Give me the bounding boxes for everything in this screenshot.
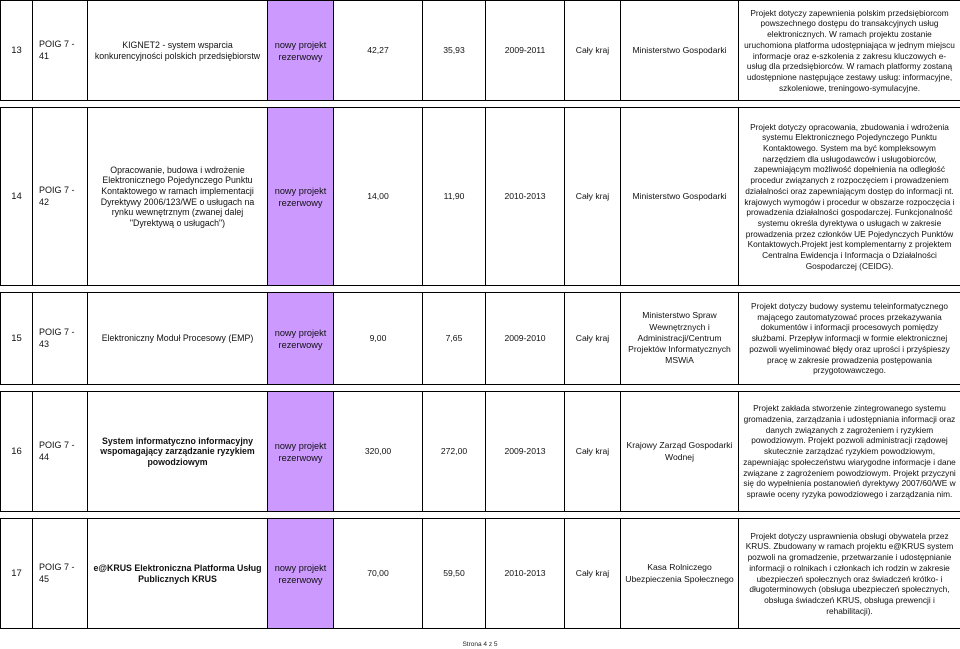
project-status: nowy projekt rezerwowy [268,293,334,385]
total-value: 70,00 [334,519,423,629]
project-scope: Cały kraj [565,1,621,101]
project-code: POIG 7 - 43 [33,293,88,385]
table-row [1,519,960,629]
eu-value: 11,90 [423,108,486,286]
beneficiary-institution: Kasa Rolniczego Ubezpieczenia Społecznego [621,519,739,629]
table-row [1,293,960,385]
project-number: 17 [1,519,33,629]
implementation-period: 2009-2013 [486,392,565,512]
row-spacer [1,286,960,293]
project-title: System informatyczno informacyjny wspomagający zarządzanie ryzykiem powodziowym [88,392,268,512]
eu-value: 35,93 [423,1,486,101]
project-code: POIG 7 - 42 [33,108,88,286]
total-value: 320,00 [334,392,423,512]
project-description: Projekt dotyczy zapewnienia polskim przedsiębiorcom powszechnego dostępu do transakcyjnych usług elektronicznych. W ramach projektu zostanie uruchomiona platforma udostępniająca w jednym miejscu informacje oraz e-szkolenia z zakresu kluczowych e-usług dla przedsiębiorców. W ramach platformy zostaną udostępnione następujące zestawy usług: informacyjne, szkoleniowe, treningowo-symulacyjne. [739,1,960,101]
project-title: KIGNET2 - system wsparcia konkurencyjności polskich przedsiębiorstw [88,1,268,101]
beneficiary-institution: Ministerstwo Gospodarki [621,108,739,286]
project-description: Projekt zakłada stworzenie zintegrowanego systemu gromadzenia, zarządzania i udostępniania informacji oraz danych związanych z zagrożeniem i ryzykiem powodziowym. Projekt pozwoli administracji rządowej skutecznie zarządzać ryzykiem powodziowym, zapewniając społeczeństwu wiarygodne informacje i dane związane z zagrożeniem powodziowym. Projekt przyczyni się do wypełnienia postanowień dyrektywy 2007/60/WE w sprawie oceny ryzyka powodziowego i zarządzania nim. [739,392,960,512]
row-spacer [1,512,960,519]
spacer-cell [1,512,960,519]
table-row [1,108,960,286]
total-value: 9,00 [334,293,423,385]
beneficiary-institution: Ministerstwo Spraw Wewnętrznych i Administracji/Centrum Projektów Informatycznych MSWiA [621,293,739,385]
project-description: Projekt dotyczy opracowania, zbudowania i wdrożenia systemu Elektronicznego Pojedynczego Punktu Kontaktowego. System ma być kompleksowym narzędziem dla usługodawców i usługobiorców, zapewniającym możliwość dopełnienia na odległość procedur związanych z rozpoczęciem i prowadzeniem działalności oraz zapewniającym dostęp do informacji nt. krajowych wymogów i procedur w obszarze rozpoczęcia i prowadzenia działalności gospodarczej. Funkcjonalność systemu określa dyrektywa o usługach w zakresie prowadzenia przez członków UE Pojedynczych Punktów Kontaktowych.Projekt jest komplementarny z projektem Centralna Ewidencja i Informacja o Działalności Gospodarczej (CEIDG). [739,108,960,286]
project-number: 16 [1,392,33,512]
project-scope: Cały kraj [565,519,621,629]
page-footer: Strona 4 z 5 [462,641,498,648]
row-spacer [1,385,960,392]
eu-value: 272,00 [423,392,486,512]
project-scope: Cały kraj [565,108,621,286]
beneficiary-institution: Krajowy Zarząd Gospodarki Wodnej [621,392,739,512]
beneficiary-institution: Ministerstwo Gospodarki [621,1,739,101]
project-scope: Cały kraj [565,392,621,512]
total-value: 42,27 [334,1,423,101]
project-title: Elektroniczny Moduł Procesowy (EMP) [88,293,268,385]
project-number: 14 [1,108,33,286]
project-status: nowy projekt rezerwowy [268,519,334,629]
table-row [1,1,960,101]
project-code: POIG 7 - 44 [33,392,88,512]
project-code: POIG 7 - 45 [33,519,88,629]
eu-value: 7,65 [423,293,486,385]
row-spacer [1,101,960,108]
project-description: Projekt dotyczy budowy systemu teleinformatycznego mającego zautomatyzować proces przekazywania dokumentów i informacji procesowych pomiędzy służbami. Przepływ informacji w formie elektronicznej pozwoli wyeliminować błędy oraz uprości i przyśpieszy pracę w zakresie prowadzenia postępowania przygotowawczego. [739,293,960,385]
spacer-cell [1,385,960,392]
project-description: Projekt dotyczy usprawnienia obsługi obywatela przez KRUS. Zbudowany w ramach projektu e@KRUS system pozwoli na gromadzenie, przetwarzanie i udostępnianie informacji o rolnikach i członkach ich rodzin w zakresie ubezpieczeń społecznych oraz świadczeń krótko- i długoterminowych (obsługa ubezpieczeń społecznych, obsługa świadczeń KRUS, obsługa prewencji i rehabilitacji). [739,519,960,629]
project-code: POIG 7 - 41 [33,1,88,101]
project-number: 15 [1,293,33,385]
spacer-cell [1,101,960,108]
implementation-period: 2010-2013 [486,519,565,629]
project-status: nowy projekt rezerwowy [268,1,334,101]
spacer-cell [1,286,960,293]
project-title: Opracowanie, budowa i wdrożenie Elektronicznego Pojedynczego Punktu Kontaktowego w ramach implementacji Dyrektywy 2006/123/WE o usługach na rynku wewnętrznym (zwanej dalej "Dyrektywą o usługach") [88,108,268,286]
implementation-period: 2009-2011 [486,1,565,101]
project-scope: Cały kraj [565,293,621,385]
total-value: 14,00 [334,108,423,286]
table-row [1,392,960,512]
implementation-period: 2009-2010 [486,293,565,385]
implementation-period: 2010-2013 [486,108,565,286]
project-number: 13 [1,1,33,101]
eu-value: 59,50 [423,519,486,629]
project-status: nowy projekt rezerwowy [268,108,334,286]
project-status: nowy projekt rezerwowy [268,392,334,512]
project-title: e@KRUS Elektroniczna Platforma Usług Publicznych KRUS [88,519,268,629]
